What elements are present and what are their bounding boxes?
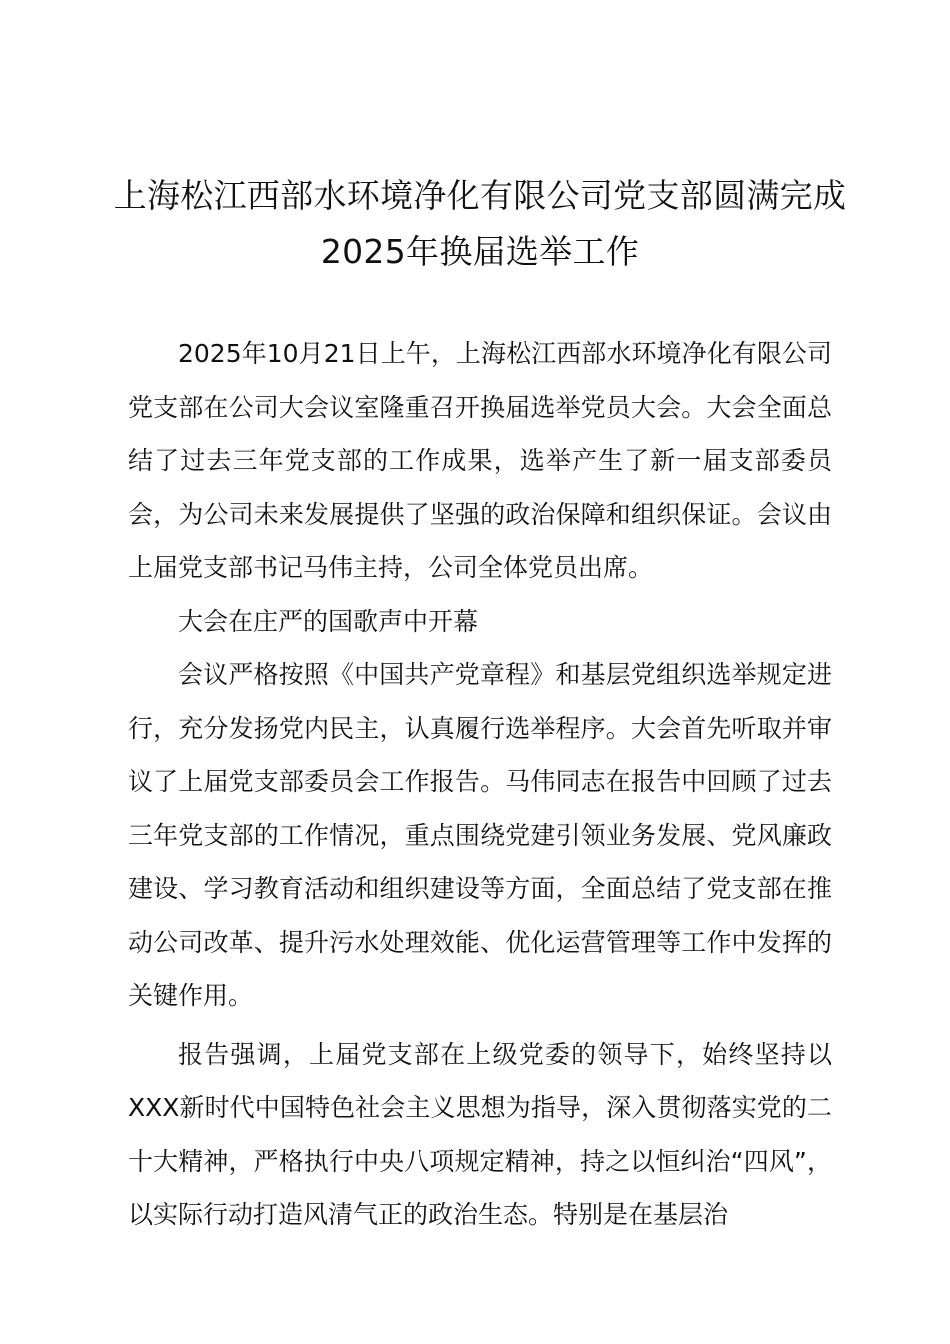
document-title: 上海松江西部水环境净化有限公司党支部圆满完成2025年换届选举工作 — [113, 176, 847, 271]
paragraph-opening: 2025年10月21日上午，上海松江西部水环境净化有限公司党支部在公司大会议室隆重召开换届选举党员大会。大会全面总结了过去三年党支部的工作成果，选举产生了新一届支部委员会，为公司未来发展提供了坚强的政治保障和组织保证。会议由上届党支部书记马伟主持，公司全体党员出席。 — [128, 339, 832, 582]
paragraph-meeting-process: 会议严格按照《中国共产党章程》和基层党组织选举规定进行，充分发扬党内民主，认真履行选举程序。大会首先听取并审议了上届党支部委员会工作报告。马伟同志在报告中回顾了过去三年党支部的工作情况，重点围绕党建引领业务发展、党风廉政建设、学习教育活动和组织建设等方面，全面总结了党支部在推动公司改革、提升污水处理效能、优化运营管理等工作中发挥的关键作用。 — [128, 660, 832, 1010]
document-body — [128, 327, 832, 1242]
paragraph-report-summary: 报告强调，上届党支部在上级党委的领导下，始终坚持以XXX新时代中国特色社会主义思想为指导，深入贯彻落实党的二十大精神，严格执行中央八项规定精神，持之以恒纠治“四风”，以实际行动打造风清气正的政治生态。特别是在基层治 — [128, 1039, 832, 1229]
paragraph-subheading: 大会在庄严的国歌声中开幕 — [178, 606, 479, 636]
